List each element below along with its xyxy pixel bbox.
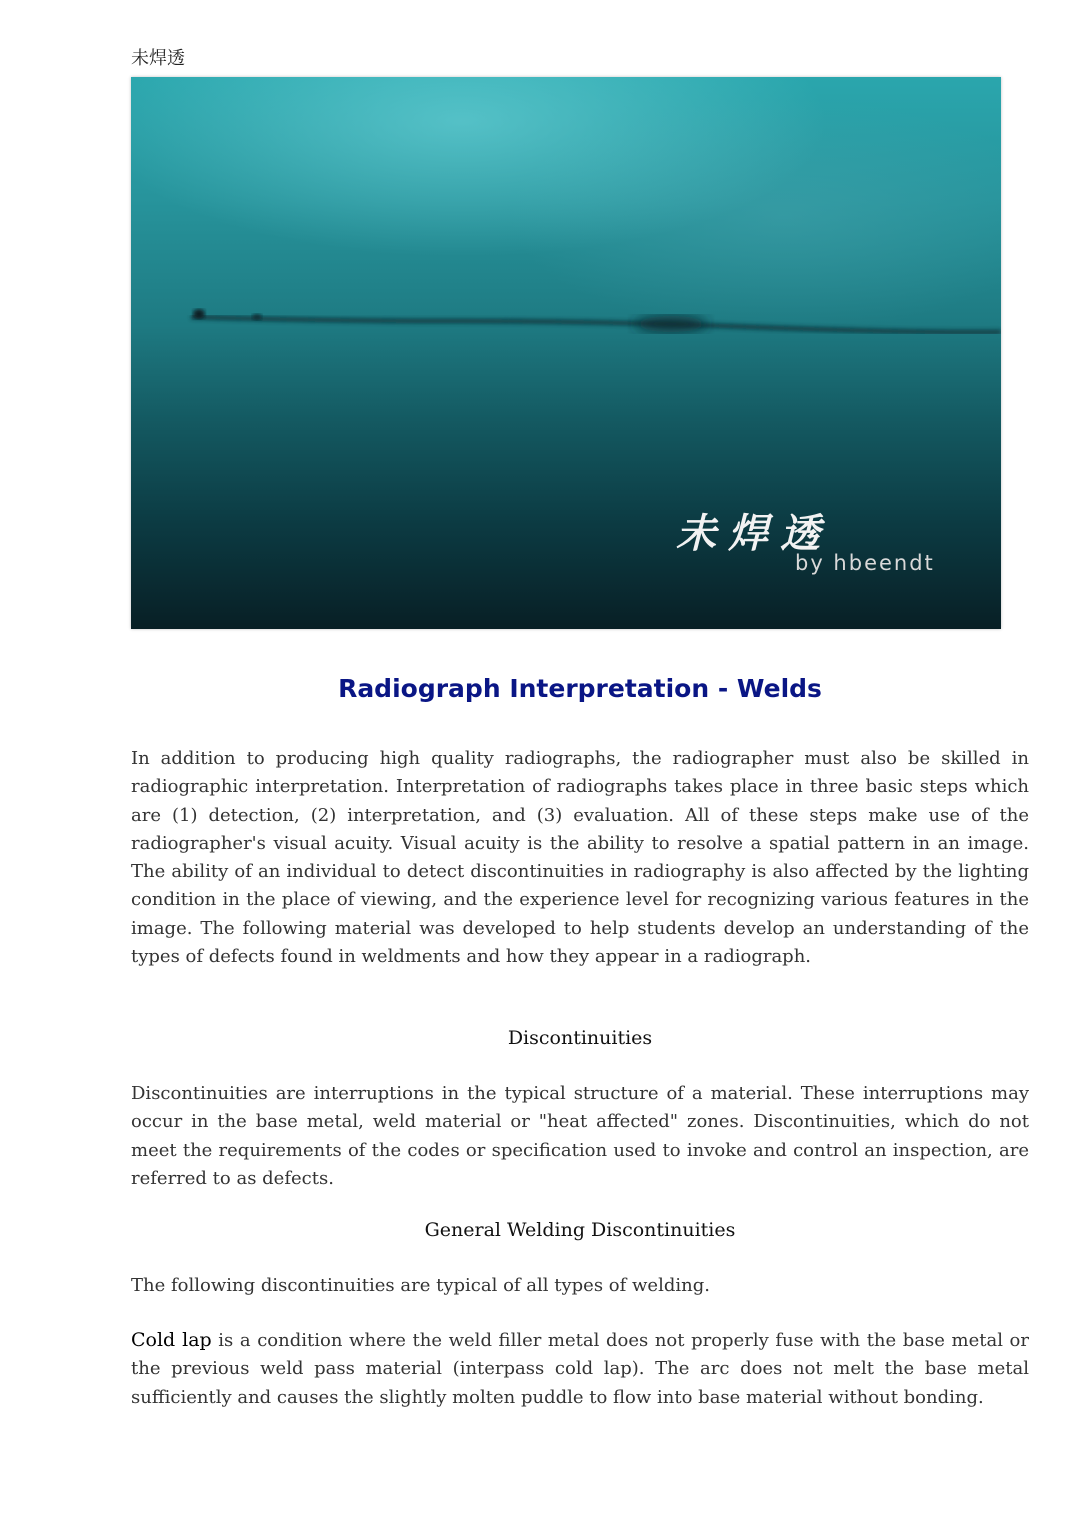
cold-lap-term: Cold lap <box>131 1329 212 1351</box>
weld-line-graphic <box>131 77 1001 629</box>
page-title: Radiograph Interpretation - Welds <box>338 674 822 703</box>
discontinuities-heading: Discontinuities <box>507 1027 653 1049</box>
cold-lap-paragraph <box>131 1326 1029 1412</box>
cold-lap-text: is a condition where the weld filler metal does not properly fuse with the base metal or the previous weld pass material (interpass cold lap). The arc does not melt the base metal sufficiently and causes the slightly molten puddle to flow into base material without bonding. <box>131 1330 1029 1408</box>
intro-paragraph: In addition to producing high quality radiographs, the radiographer must also be skilled in radiographic interpretation. Interpretation of radiographs takes place in three basic steps which are (1) detection, (2) interpretation, and (3) evaluation. All of these steps make use of the radiographer's visual acuity. Visual acuity is the ability to resolve a spatial pattern in an image. The ability of an individual to detect discontinuities in radiography is also affected by the lighting condition in the place of viewing, and the experience level for recognizing various features in the image. The following material was developed to help students develop an understanding of the types of defects found in weldments and how they appear in a radiograph. <box>131 748 1029 968</box>
figure-caption: 未焊透 <box>676 510 832 557</box>
general-discontinuities-paragraph: The following discontinuities are typical of all types of welding. <box>131 1275 710 1296</box>
header-label: 未焊透 <box>131 48 185 69</box>
figure-credit: by hbeendt <box>795 551 935 575</box>
discontinuities-paragraph: Discontinuities are interruptions in the typical structure of a material. These interruptions may occur in the base metal, weld material or "heat affected" zones. Discontinuities, which do not meet the requirements of the codes or specification used to invoke and control an inspection, are referred to as defects. <box>131 1083 1029 1189</box>
general-discontinuities-heading: General Welding Discontinuities <box>424 1219 736 1241</box>
radiograph-image <box>131 77 1001 629</box>
